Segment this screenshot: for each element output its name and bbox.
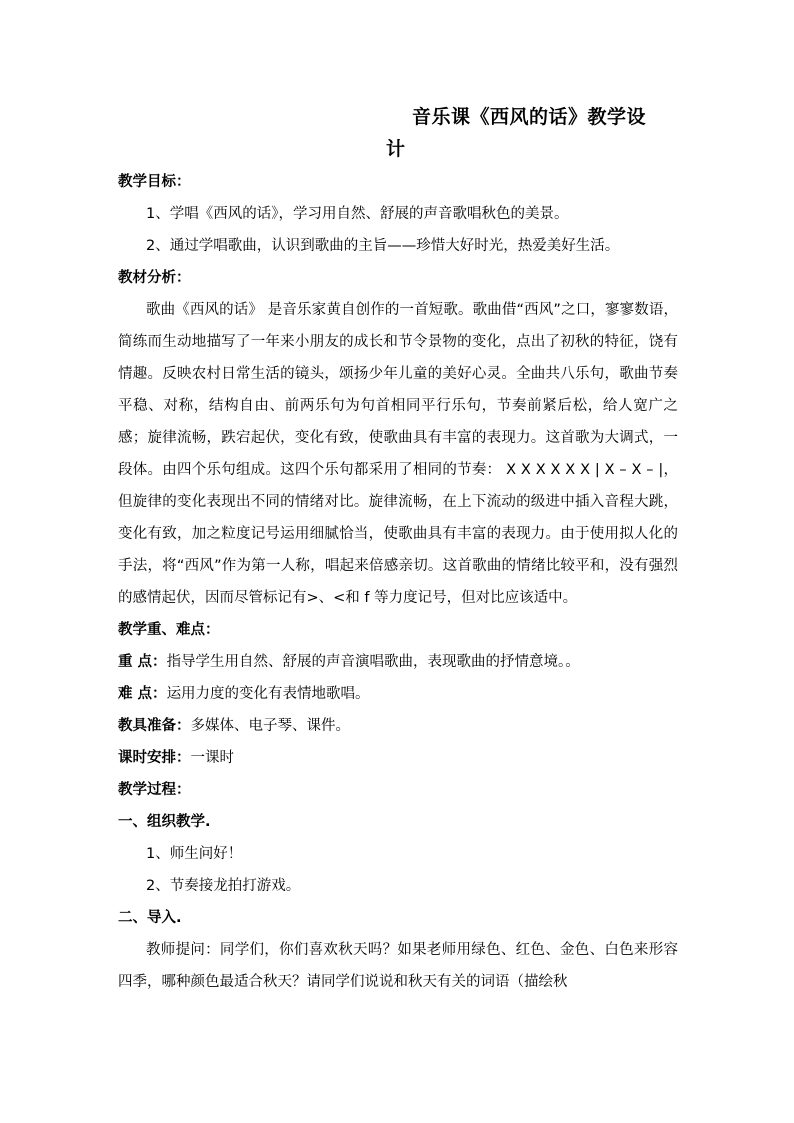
document-title-continuation: 计	[386, 138, 406, 160]
goal-item: 2、通过学唱歌曲，认识到歌曲的主旨——珍惜大好时光，热爱美好生活。	[146, 238, 620, 254]
document-body	[118, 166, 678, 998]
schedule-label: 课时安排：	[118, 750, 191, 766]
section1-heading: 一、组织教学.	[118, 814, 211, 830]
section1-item: 2、节奏接龙拍打游戏。	[146, 878, 301, 894]
document-title: 音乐课《西风的话》教学设	[412, 106, 647, 128]
difficulty-label: 难 点：	[118, 686, 167, 702]
goal-item: 1、学唱《西风的话》，学习用自然、舒展的声音歌唱秋色的美景。	[146, 206, 569, 222]
difficulty-point	[118, 678, 678, 710]
analysis-paragraph: 歌曲《西风的话》 是音乐家黄自创作的一首短歌。歌曲借“西风”之口，寥寥数语，简练而生动地描写了一年来小朋友的成长和节令景物的变化，点出了初秋的特征，饶有情趣。反映农村日常生活的镜头，颂扬少年儿童的美好心灵。全曲共八乐句，歌曲节奏平稳、对称，结构自由、前两乐句为句首相同平行乐句，节奏前紧后松，给人宽广之感；旋律流畅，跌宕起伏，变化有致，使歌曲具有丰富的表现力。这首歌为大调式，一段体。由四个乐句组成。这四个乐句都采用了相同的节奏： X X X X X X | X – X – |，但旋律的变化表现出不同的情绪对比。旋律流畅，在上下流动的级进中插入音程大跳，变化有致，加之粒度记号运用细腻恰当，使歌曲具有丰富的表现力。由于使用拟人化的手法，将“西风”作为第一人称，唱起来倍感亲切。这首歌曲的情绪比较平和，没有强烈的感情起伏，因而尽管标记有>、<和 f 等力度记号，但对比应该适中。	[118, 302, 678, 606]
tools-label: 教具准备：	[118, 718, 191, 734]
focus-label: 重 点：	[118, 654, 167, 670]
schedule-text: 一课时	[190, 750, 234, 766]
schedule-line	[118, 742, 678, 774]
tools-text: 多媒体、电子琴、课件。	[190, 718, 350, 734]
section2-paragraph: 教师提问：同学们，你们喜欢秋天吗？如果老师用绿色、红色、金色、白色来形容四季，哪种颜色最适合秋天？请同学们说说和秋天有关的词语（描绘秋	[118, 942, 678, 990]
goals-heading: 教学目标：	[118, 174, 191, 190]
focus-point	[118, 646, 678, 678]
section2-heading: 二、导入.	[118, 910, 182, 926]
focus-text: 指导学生用自然、舒展的声音演唱歌曲，表现歌曲的抒情意境。。	[166, 654, 580, 670]
difficulty-text: 运用力度的变化有表情地歌唱。	[166, 686, 370, 702]
analysis-heading: 教材分析：	[118, 270, 191, 286]
section1-item: 1、师生问好！	[146, 846, 243, 862]
key-points-heading: 教学重、难点：	[118, 622, 220, 638]
tools-line	[118, 710, 678, 742]
process-heading: 教学过程：	[118, 782, 191, 798]
